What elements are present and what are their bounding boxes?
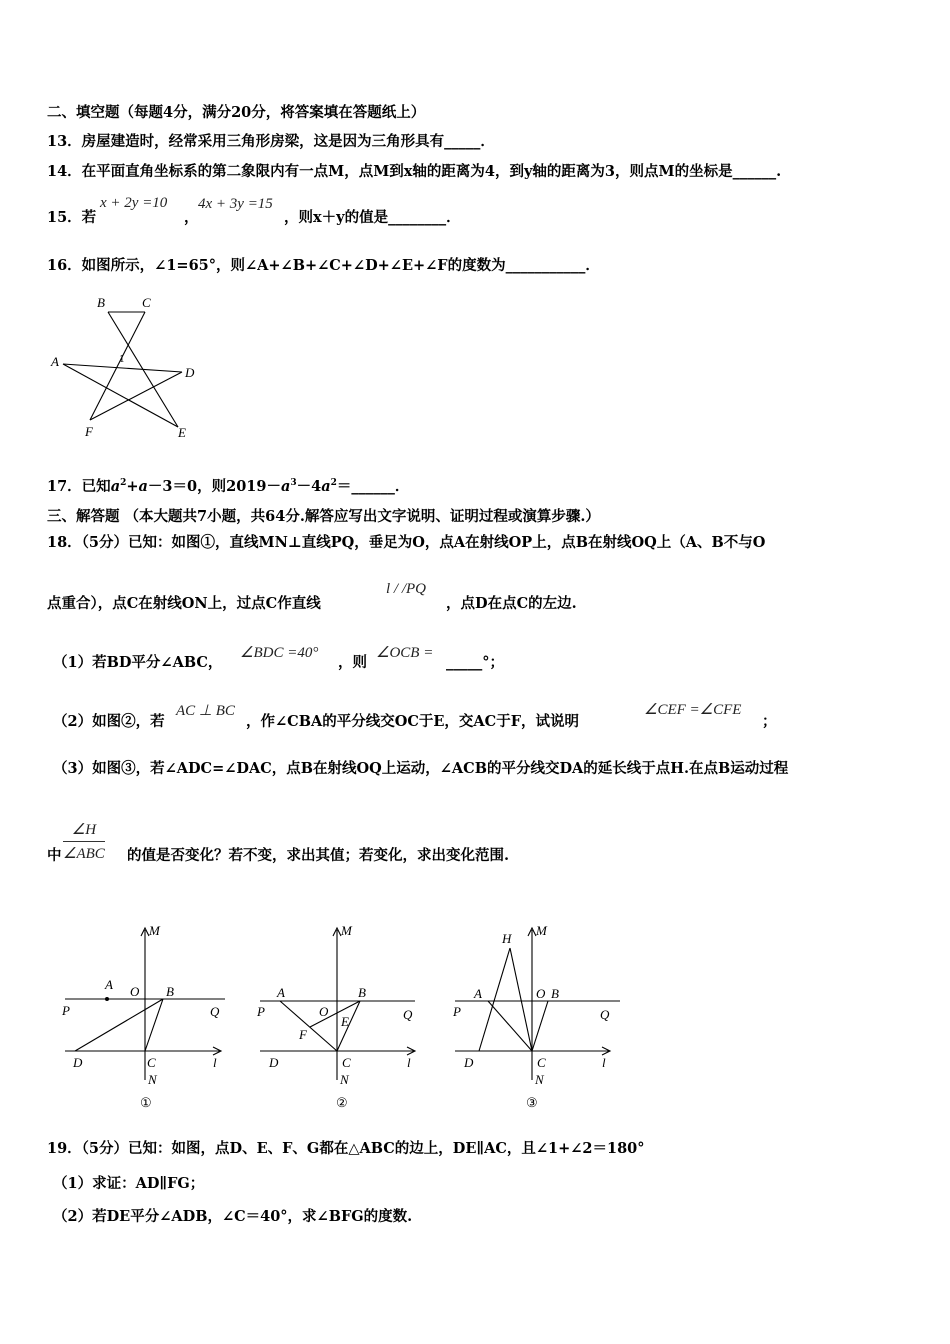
question-18-part-1-angle-ocb: ∠OCB = (376, 645, 434, 661)
section-3-heading: 三、解答题 （本大题共7小题，共64分.解答应写出文字说明、证明过程或演算步骤.） (47, 508, 600, 525)
fig3-label-l: l (602, 1055, 606, 1070)
fraction-numerator: ∠H (63, 820, 105, 842)
question-18-part-2a: （2）如图②，若 (53, 713, 165, 730)
fig1-label-D: D (73, 1055, 83, 1070)
fig1-label-O: O (130, 984, 140, 999)
section-2-heading: 二、填空题（每题4分，满分20分，将答案填在答题纸上） (47, 104, 426, 121)
fig1-label-A: A (105, 977, 113, 992)
fig2-label-E: E (341, 1014, 349, 1029)
question-18-part-1-angle-bdc: ∠BDC =40° (240, 645, 319, 661)
question-18-part-2-angle-equality: ∠CEF =∠CFE (644, 702, 742, 718)
question-17: 17．已知$a^2+a-3=0$，则$2019-a^3-4a^2=\_\_\_\_\_\_$． (47, 477, 410, 495)
fig2-label-O: O (319, 1004, 329, 1019)
label-F: F (85, 424, 93, 439)
fig2-label-F: F (299, 1027, 307, 1042)
fig3-label-Q: Q (600, 1007, 610, 1022)
fig1-label-N: N (148, 1072, 157, 1087)
question-18-part-3-continued: 的值是否变化？若不变，求出其值；若变化，求出变化范围. (127, 847, 510, 864)
fig2-label-P: P (257, 1004, 265, 1019)
question-18-part-2c: ； (762, 713, 777, 730)
question-18-part-3: （3）如图③，若∠ADC=∠DAC，点B在射线OQ上运动，∠ACB的平分线交DA的延长线于点H.在点B运动过程 (53, 760, 789, 777)
question-18-part-1b: ，则 (338, 654, 367, 671)
fig3-label-B: B (551, 986, 559, 1001)
fig1-label-M: M (149, 923, 160, 938)
question-18-line-2a: 点重合），点C在射线ON上，过点C作直线 (47, 595, 321, 612)
question-18-ratio-fraction (63, 820, 105, 863)
label-A: A (51, 354, 59, 369)
fig3-caption: ③ (526, 1095, 538, 1110)
label-B: B (97, 295, 105, 310)
fig3-label-P: P (453, 1004, 461, 1019)
fig1-label-B: B (166, 984, 174, 999)
question-16: 16．如图所示，∠1=65°，则∠A+∠B+∠C+∠D+∠E+∠F的度数为___________． (47, 257, 600, 274)
question-18-part-2-ac-perp-bc: AC ⊥ BC (176, 703, 235, 719)
fig2-label-C: C (342, 1055, 351, 1070)
label-angle-1: 1 (119, 353, 125, 365)
fig2-caption: ② (336, 1095, 348, 1110)
fig2-label-Q: Q (403, 1007, 413, 1022)
question-18-figure-3 (450, 920, 630, 1115)
fig3-label-A: A (474, 986, 482, 1001)
fig2-label-N: N (340, 1072, 349, 1087)
fig3-label-C: C (537, 1055, 546, 1070)
question-18-figure-1 (55, 920, 235, 1115)
question-14: 14．在平面直角坐标系的第二象限内有一点M，点M到x轴的距离为4，到y轴的距离为3，则点M的坐标是______. (47, 163, 782, 180)
question-18-part-3-prefix: 中 (47, 847, 62, 864)
question-15-equation-1: x + 2y =10 (100, 195, 168, 211)
question-16-star-figure (45, 290, 205, 440)
question-18-line-1: 18．（5分）已知：如图①，直线MN⊥直线PQ，垂足为O，点A在射线OP上，点B在射线OQ上（A、B不与O (47, 534, 766, 551)
fig2-label-A: A (277, 985, 285, 1000)
question-15-comma: ， (184, 209, 199, 226)
fig1-caption: ① (140, 1095, 152, 1110)
fig1-label-l: l (213, 1055, 217, 1070)
question-13: 13．房屋建造时，经常采用三角形房梁，这是因为三角形具有_____． (47, 133, 495, 150)
question-15-suffix: ，则x＋y的值是________． (284, 209, 461, 226)
fig2-label-l: l (407, 1055, 411, 1070)
label-E: E (178, 425, 186, 440)
fig1-label-P: P (62, 1003, 70, 1018)
fig3-label-O: O (536, 986, 546, 1001)
question-18-part-1a: （1）若BD平分∠ABC， (53, 654, 223, 671)
fig3-label-N: N (535, 1072, 544, 1087)
fig3-label-D: D (464, 1055, 474, 1070)
question-18-part-2b: ，作∠CBA的平分线交OC于E，交AC于F，试说明 (246, 713, 580, 730)
question-18-line-l-parallel-pq: l / /PQ (386, 581, 426, 597)
fig2-label-B: B (358, 985, 366, 1000)
question-18-figure-2 (255, 920, 435, 1115)
question-19-part-2: （2）若DE平分∠ADB，∠C＝40°，求∠BFG的度数. (53, 1208, 413, 1225)
label-C: C (142, 295, 151, 310)
fig2-label-D: D (269, 1055, 279, 1070)
question-19-line-1: 19．（5分）已知：如图，点D、E、F、G都在△ABC的边上，DE∥AC，且∠1+∠2＝180° (47, 1140, 645, 1157)
question-15-prefix: 15．若 (47, 209, 97, 226)
fig1-label-Q: Q (210, 1004, 220, 1019)
question-18-part-1c: _____°； (446, 654, 504, 671)
question-19-part-1: （1）求证：AD∥FG； (53, 1175, 205, 1192)
fig3-label-H: H (502, 931, 512, 946)
fraction-denominator: ∠ABC (63, 846, 105, 862)
fig2-label-M: M (341, 923, 352, 938)
label-D: D (185, 365, 195, 380)
fig1-label-C: C (147, 1055, 156, 1070)
question-18-line-2b: ，点D在点C的左边. (446, 595, 577, 612)
fig3-label-M: M (536, 923, 547, 938)
question-15-equation-2: 4x + 3y =15 (198, 196, 273, 212)
